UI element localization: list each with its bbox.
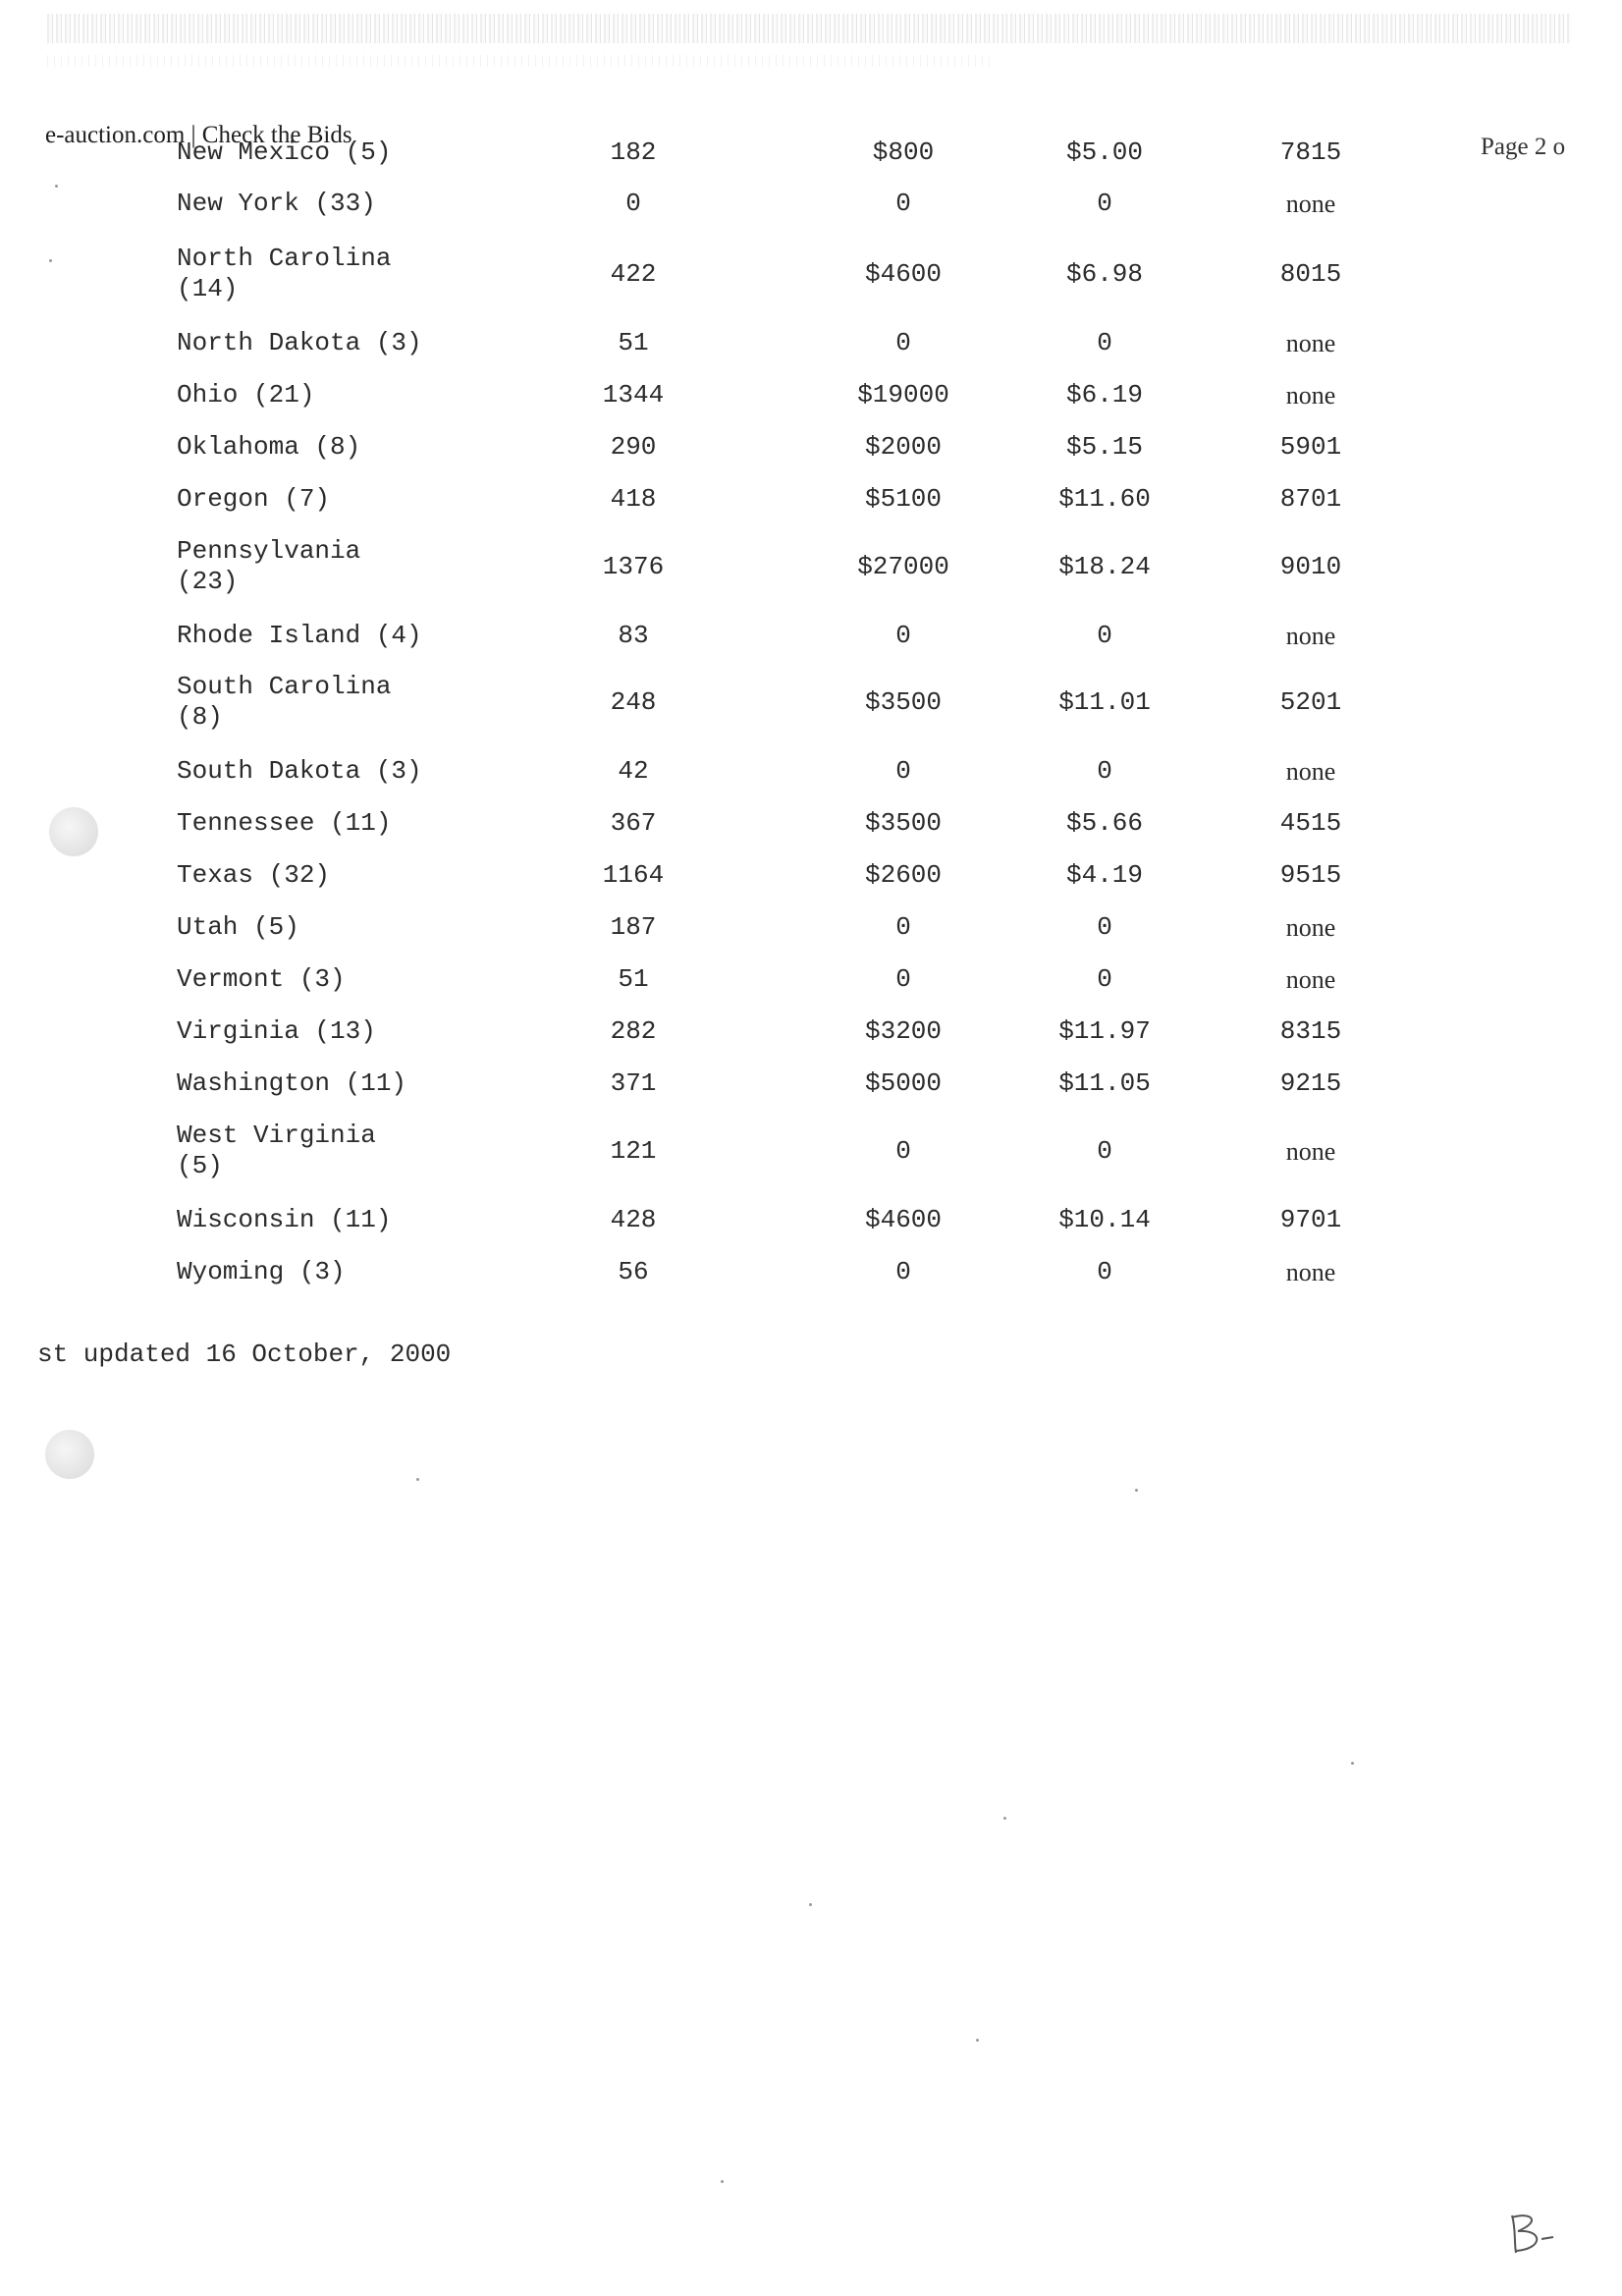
count-cell: 418	[610, 484, 657, 514]
table-row	[0, 808, 1375, 863]
state-cell: North Dakota (3)	[177, 328, 422, 357]
scan-speck	[809, 1903, 812, 1906]
amount-cell: $5100	[864, 484, 942, 514]
table-row	[0, 1205, 1375, 1260]
count-cell: 422	[610, 259, 657, 289]
table-row	[0, 189, 1375, 244]
price-cell: $11.01	[1058, 687, 1151, 717]
count-cell: 1376	[602, 552, 665, 581]
code-cell: none	[1285, 381, 1336, 410]
state-cell: Vermont (3)	[177, 964, 346, 994]
amount-cell: $4600	[864, 259, 942, 289]
table-row	[0, 137, 1375, 192]
count-cell: 187	[610, 912, 657, 942]
code-cell: none	[1285, 757, 1336, 786]
state-cell: North Carolina (14)	[177, 244, 392, 303]
state-cell: Rhode Island (4)	[177, 621, 422, 650]
state-cell: New Mexico (5)	[177, 137, 392, 167]
price-cell: 0	[1097, 621, 1112, 650]
table-row	[0, 1121, 1375, 1180]
scan-noise-line	[47, 55, 990, 67]
price-cell: $5.00	[1065, 137, 1143, 167]
count-cell: 371	[610, 1068, 657, 1098]
price-cell: 0	[1097, 964, 1112, 994]
code-cell: none	[1285, 913, 1336, 942]
price-cell: $6.98	[1065, 259, 1143, 289]
scan-speck	[416, 1478, 419, 1481]
code-cell: 8315	[1279, 1016, 1342, 1046]
amount-cell: $3200	[864, 1016, 942, 1046]
amount-cell: 0	[895, 621, 911, 650]
table-row	[0, 756, 1375, 811]
count-cell: 42	[618, 756, 649, 786]
state-cell: West Virginia (5)	[177, 1121, 376, 1180]
state-cell: Pennsylvania (23)	[177, 536, 361, 596]
price-cell: $18.24	[1058, 552, 1151, 581]
scan-speck	[49, 259, 52, 262]
code-cell: 9701	[1279, 1205, 1342, 1234]
price-cell: $11.60	[1058, 484, 1151, 514]
amount-cell: 0	[895, 1136, 911, 1166]
code-cell: none	[1285, 622, 1336, 650]
price-cell: $10.14	[1058, 1205, 1151, 1234]
price-cell: 0	[1097, 1136, 1112, 1166]
scan-speck	[1351, 1762, 1354, 1765]
price-cell: 0	[1097, 912, 1112, 942]
count-cell: 121	[610, 1136, 657, 1166]
table-row	[0, 672, 1375, 732]
scan-speck	[55, 185, 58, 188]
state-cell: Wyoming (3)	[177, 1257, 346, 1286]
price-cell: 0	[1097, 756, 1112, 786]
code-cell: 5901	[1279, 432, 1342, 462]
code-cell: none	[1285, 965, 1336, 994]
amount-cell: 0	[895, 756, 911, 786]
amount-cell: 0	[895, 912, 911, 942]
code-cell: 9010	[1279, 552, 1342, 581]
amount-cell: $5000	[864, 1068, 942, 1098]
table-row	[0, 621, 1375, 676]
code-cell: 5201	[1279, 687, 1342, 717]
price-cell: 0	[1097, 189, 1112, 218]
table-row	[0, 860, 1375, 915]
table-row	[0, 1016, 1375, 1071]
amount-cell: $2000	[864, 432, 942, 462]
state-cell: Utah (5)	[177, 912, 299, 942]
code-cell: 7815	[1279, 137, 1342, 167]
count-cell: 182	[610, 137, 657, 167]
scan-speck	[1135, 1489, 1138, 1492]
state-cell: Tennessee (11)	[177, 808, 392, 838]
count-cell: 0	[625, 189, 641, 218]
code-cell: 8015	[1279, 259, 1342, 289]
table-row	[0, 328, 1375, 383]
count-cell: 290	[610, 432, 657, 462]
scan-noise-band	[47, 14, 1571, 43]
site-header: e-auction.com | Check the Bids	[45, 122, 352, 148]
code-cell: 9515	[1279, 860, 1342, 890]
state-cell: Oregon (7)	[177, 484, 331, 514]
punch-hole-mark	[45, 1430, 94, 1479]
table-row	[0, 964, 1375, 1019]
scan-speck	[1003, 1817, 1006, 1820]
count-cell: 56	[618, 1257, 649, 1286]
price-cell: $11.05	[1058, 1068, 1151, 1098]
page-number: Page 2 o	[1481, 134, 1566, 160]
state-cell: Texas (32)	[177, 860, 331, 890]
state-cell: South Dakota (3)	[177, 756, 422, 786]
amount-cell: $3500	[864, 808, 942, 838]
state-cell: Virginia (13)	[177, 1016, 376, 1046]
price-cell: $4.19	[1065, 860, 1143, 890]
price-cell: $11.97	[1058, 1016, 1151, 1046]
code-cell: none	[1285, 190, 1336, 218]
amount-cell: $4600	[864, 1205, 942, 1234]
price-cell: $6.19	[1065, 380, 1143, 410]
price-cell: 0	[1097, 328, 1112, 357]
price-cell: $5.15	[1065, 432, 1143, 462]
count-cell: 51	[618, 328, 649, 357]
code-cell: 4515	[1279, 808, 1342, 838]
count-cell: 83	[618, 621, 649, 650]
table-row	[0, 244, 1375, 303]
amount-cell: $3500	[864, 687, 942, 717]
amount-cell: $2600	[864, 860, 942, 890]
handwritten-b-mark	[1502, 2210, 1557, 2257]
scan-speck	[976, 2039, 979, 2042]
table-row	[0, 1257, 1375, 1312]
amount-cell: 0	[895, 964, 911, 994]
table-row	[0, 380, 1375, 435]
amount-cell: $27000	[857, 552, 949, 581]
amount-cell: $19000	[857, 380, 949, 410]
state-cell: Washington (11)	[177, 1068, 407, 1098]
count-cell: 248	[610, 687, 657, 717]
count-cell: 1164	[602, 860, 665, 890]
count-cell: 428	[610, 1205, 657, 1234]
state-cell: Wisconsin (11)	[177, 1205, 392, 1234]
count-cell: 1344	[602, 380, 665, 410]
amount-cell: $800	[872, 137, 935, 167]
amount-cell: 0	[895, 1257, 911, 1286]
table-row	[0, 432, 1375, 487]
count-cell: 367	[610, 808, 657, 838]
table-row	[0, 1068, 1375, 1123]
state-cell: South Carolina (8)	[177, 672, 392, 732]
amount-cell: 0	[895, 328, 911, 357]
table-row	[0, 912, 1375, 967]
state-cell: Ohio (21)	[177, 380, 315, 410]
table-row	[0, 536, 1375, 596]
punch-hole-mark	[49, 807, 98, 856]
state-cell: Oklahoma (8)	[177, 432, 361, 462]
code-cell: 8701	[1279, 484, 1342, 514]
amount-cell: 0	[895, 189, 911, 218]
last-updated-note: st updated 16 October, 2000	[37, 1339, 452, 1369]
price-cell: $5.66	[1065, 808, 1143, 838]
code-cell: none	[1285, 1137, 1336, 1166]
state-cell: New York (33)	[177, 189, 376, 218]
price-cell: 0	[1097, 1257, 1112, 1286]
code-cell: 9215	[1279, 1068, 1342, 1098]
count-cell: 51	[618, 964, 649, 994]
code-cell: none	[1285, 1258, 1336, 1286]
code-cell: none	[1285, 329, 1336, 357]
scan-speck	[721, 2180, 724, 2183]
table-row	[0, 484, 1375, 539]
count-cell: 282	[610, 1016, 657, 1046]
